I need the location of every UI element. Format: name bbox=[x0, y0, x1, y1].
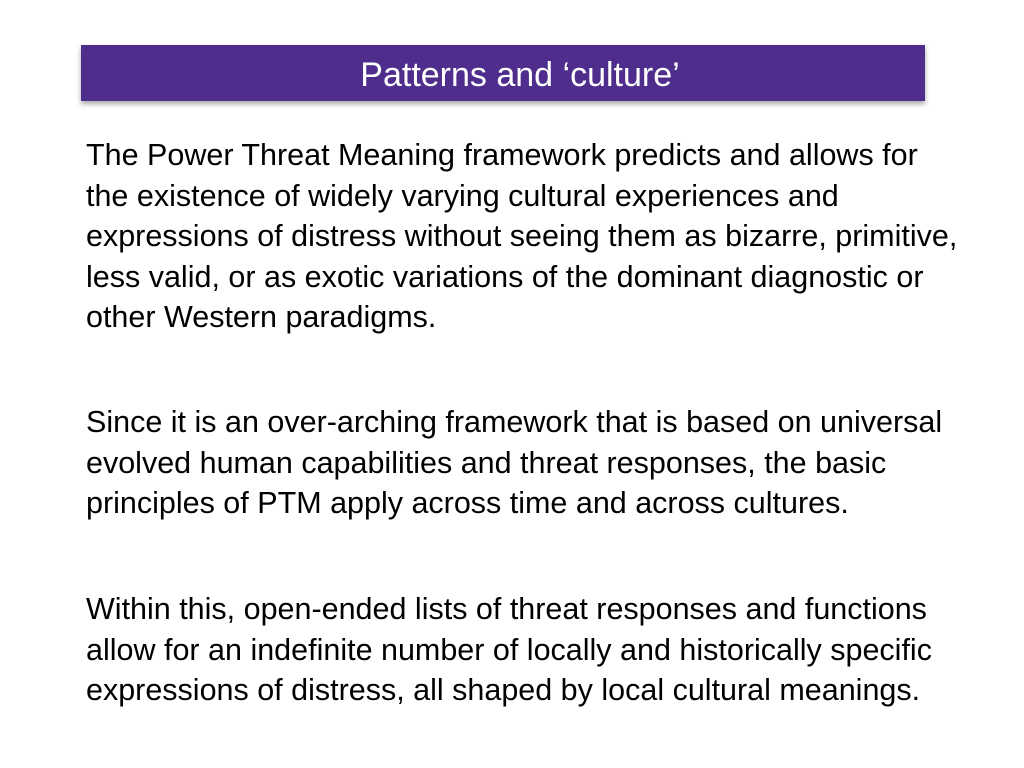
paragraph-universal bbox=[86, 402, 942, 524]
text-line: the existence of widely varying cultural experiences and bbox=[86, 178, 839, 213]
text-line: Within this, open-ended lists of threat responses and functions bbox=[86, 592, 927, 626]
text-line: expressions of distress without seeing them as bizarre, primitive, bbox=[86, 219, 958, 253]
title-bar bbox=[81, 45, 925, 101]
paragraph-framework bbox=[86, 135, 957, 338]
text-line: allow for an indefinite number of locally and historically specific bbox=[86, 632, 932, 667]
text-line: The Power Threat Meaning framework predicts and allows for bbox=[86, 138, 918, 172]
paragraph-open-ended-lists bbox=[86, 589, 932, 711]
text-line: expressions of distress, all shaped by local cultural meanings. bbox=[86, 673, 921, 707]
text-line: less valid, or as exotic variations of the dominant diagnostic or bbox=[86, 259, 924, 294]
slide-title: Patterns and ‘culture’ bbox=[360, 56, 680, 94]
text-line: other Western paradigms. bbox=[86, 300, 437, 334]
text-line: Since it is an over-arching framework that is based on universal bbox=[86, 405, 943, 439]
text-line: evolved human capabilities and threat responses, the basic bbox=[86, 445, 887, 480]
text-line: principles of PTM apply across time and across cultures. bbox=[86, 486, 849, 520]
